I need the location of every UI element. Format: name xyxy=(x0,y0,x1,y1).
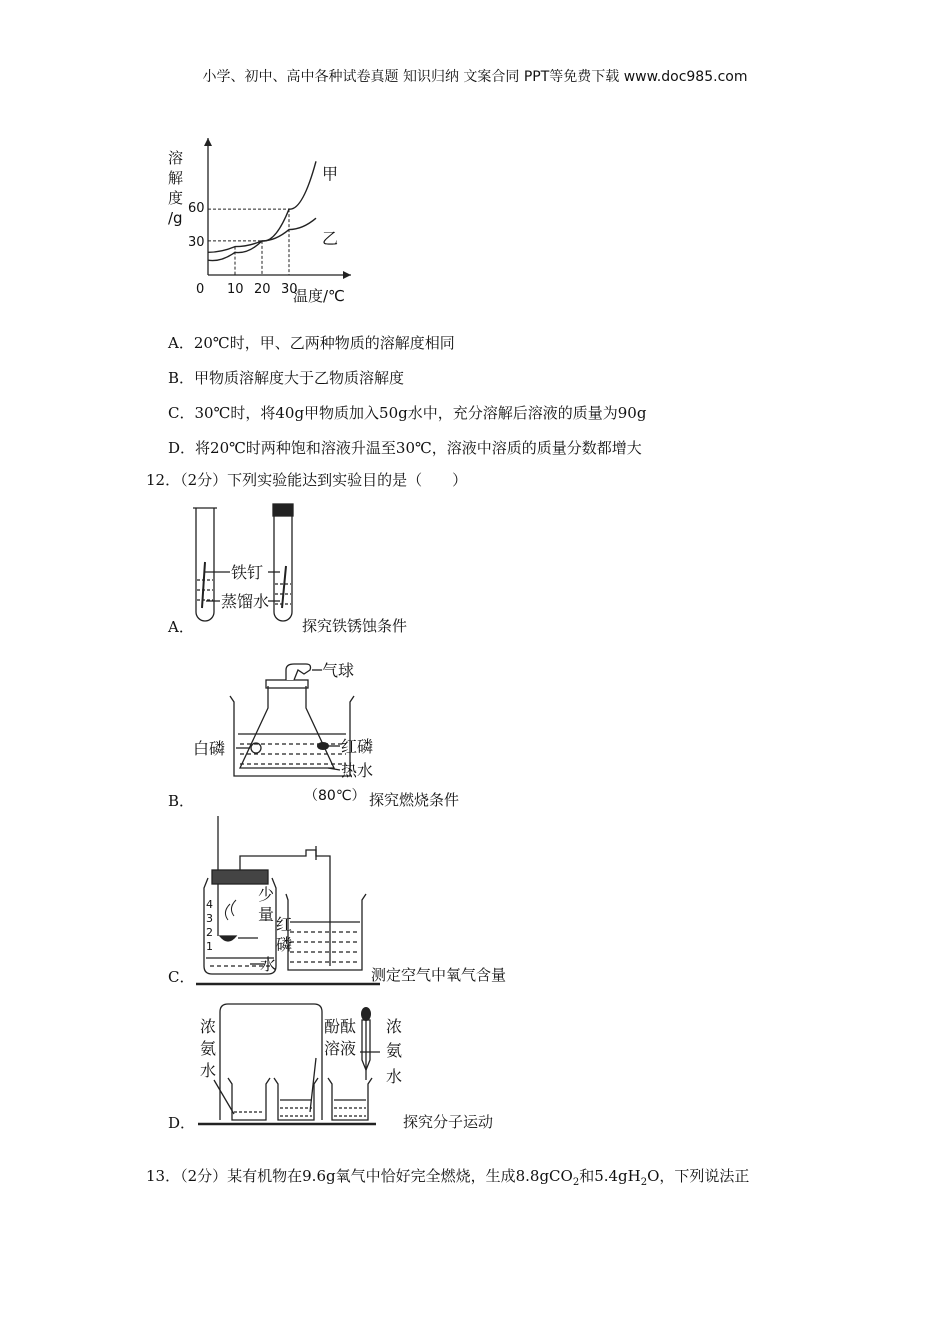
label-red-p-1: 红 xyxy=(276,915,293,934)
option-a-label: A． xyxy=(168,618,194,636)
scale-mark-3: 3 xyxy=(206,912,213,925)
label-little-1: 少 xyxy=(258,885,275,904)
label-little-2: 量 xyxy=(258,905,275,924)
label-ammonia-right-2: 氨 xyxy=(386,1041,403,1060)
y-axis-label-2: 度 xyxy=(168,189,184,207)
page-header: 小学、初中、高中各种试卷真题 知识归纳 文案合同 PPT等免费下载 www.doc985.com xyxy=(202,69,748,85)
question-13-stem xyxy=(146,1165,749,1188)
x-axis-arrow xyxy=(343,271,351,279)
q11-option-label: A． xyxy=(168,334,194,352)
label-distilled-water: 蒸馏水 xyxy=(221,592,270,611)
series-乙-label: 乙 xyxy=(322,229,339,249)
y-tick-30: 30 xyxy=(188,234,205,250)
question-12-stem: 12．（2分）下列实验能达到实验目的是（ ） xyxy=(146,471,468,489)
q11-option-text: 将20℃时两种饱和溶液升温至30℃，溶液中溶质的质量分数都增大 xyxy=(195,439,642,457)
x-tick-20: 20 xyxy=(254,282,271,297)
q13-prefix: 13．（2分）某有机物在9.6g氧气中恰好完全燃烧，生成8.8gCO xyxy=(146,1167,573,1185)
label-phenolphthalein-1: 酚酞 xyxy=(324,1017,357,1036)
option-d-label: D． xyxy=(168,1114,196,1132)
series-甲-label: 甲 xyxy=(322,164,339,184)
q11-option-text: 30℃时，将40g甲物质加入50g水中，充分溶解后溶液的质量为90g xyxy=(194,404,647,422)
label-hot-water: 热水 xyxy=(341,761,374,780)
y-axis-label-0: 溶 xyxy=(168,149,184,167)
x-axis-label: 温度/℃ xyxy=(293,287,345,305)
label-ammonia-left-1: 浓 xyxy=(200,1017,217,1036)
option-c-label: C． xyxy=(168,968,195,986)
label-ammonia-right-3: 水 xyxy=(386,1067,403,1086)
q11-option-a xyxy=(168,332,455,353)
label-white-phosphorus: 白磷 xyxy=(193,739,226,758)
q13-suffix: O，下列说法正 xyxy=(647,1167,750,1185)
q11-option-label: D． xyxy=(168,439,196,457)
y-axis-label-3: /g xyxy=(168,209,183,227)
q11-option-text: 甲物质溶解度大于乙物质溶解度 xyxy=(194,369,405,387)
scale-mark-1: 1 xyxy=(206,940,213,953)
scale-mark-4: 4 xyxy=(206,898,213,911)
label-ammonia-left-2: 氨 xyxy=(200,1039,217,1058)
diagram-a-iron-rust xyxy=(190,500,310,630)
label-ammonia-right-1: 浓 xyxy=(386,1017,403,1036)
series-甲-line xyxy=(208,161,316,260)
label-red-phosphorus: 红磷 xyxy=(341,737,374,756)
label-phenolphthalein-2: 溶液 xyxy=(324,1039,357,1058)
label-water: 水 xyxy=(260,955,277,974)
q13-sub-2: 2 xyxy=(640,1177,648,1188)
option-b-label: B． xyxy=(168,792,195,810)
option-c-caption: 测定空气中氧气含量 xyxy=(371,966,507,984)
q11-option-c xyxy=(168,402,646,423)
option-a-caption: 探究铁锈蚀条件 xyxy=(302,617,408,635)
label-ammonia-left-3: 水 xyxy=(200,1061,217,1080)
q11-option-b xyxy=(168,367,404,388)
y-axis-label-1: 解 xyxy=(168,169,184,187)
q11-option-label: B． xyxy=(168,369,195,387)
solubility-chart xyxy=(160,145,360,310)
diagram-c-oxygen xyxy=(190,816,390,984)
y-tick-60: 60 xyxy=(188,200,205,216)
x-tick-10: 10 xyxy=(227,282,244,297)
label-balloon: 气球 xyxy=(322,661,355,680)
origin-label: 0 xyxy=(196,282,205,297)
q11-option-d xyxy=(168,437,642,458)
scale-mark-2: 2 xyxy=(206,926,213,939)
label-temperature: （80℃） xyxy=(304,788,366,804)
q11-option-label: C． xyxy=(168,404,195,422)
q13-sub-1: 2 xyxy=(572,1177,580,1188)
q11-option-text: 20℃时，甲、乙两种物质的溶解度相同 xyxy=(193,334,455,352)
label-iron-nail: 铁钉 xyxy=(231,563,264,582)
diagram-d-molecule-motion xyxy=(190,1000,420,1130)
x-tick-30: 30 xyxy=(281,282,298,297)
q13-mid: 和5.4gH xyxy=(579,1167,641,1185)
label-red-p-2: 磷 xyxy=(276,935,293,954)
y-axis-arrow xyxy=(204,138,212,146)
option-d-caption: 探究分子运动 xyxy=(403,1113,494,1131)
option-b-caption: 探究燃烧条件 xyxy=(369,791,460,809)
